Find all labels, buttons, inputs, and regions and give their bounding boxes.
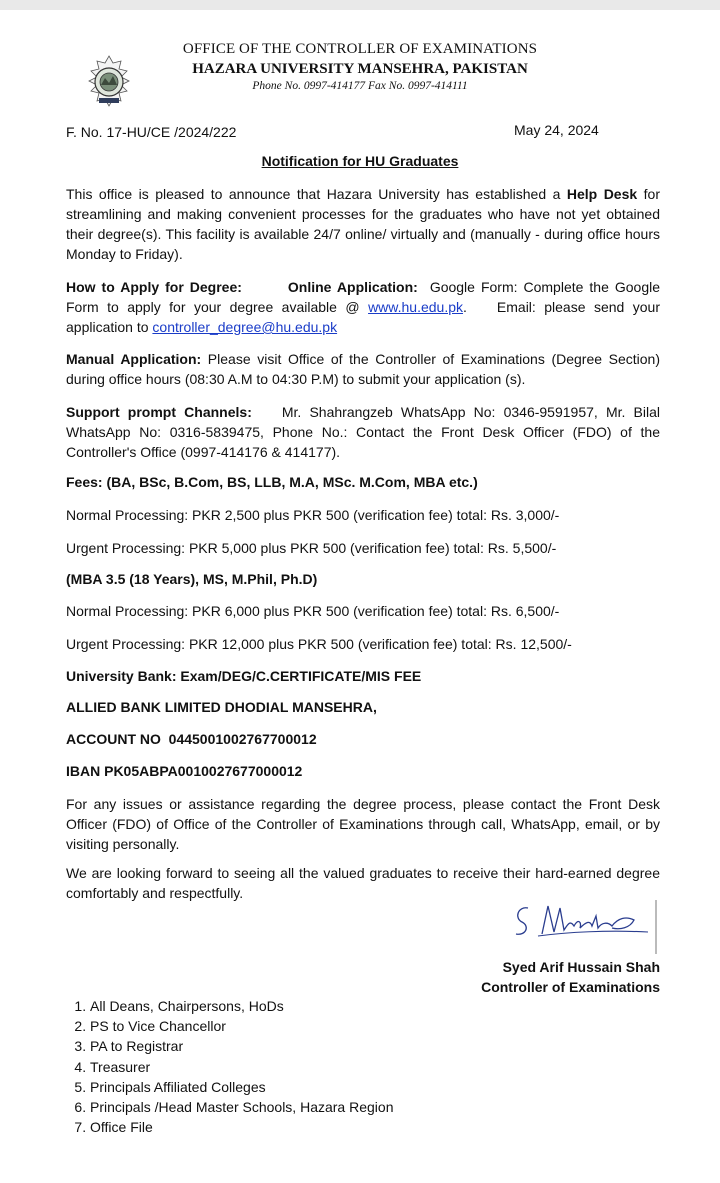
fees-urgent-1: Urgent Processing: PKR 5,000 plus PKR 500 (verification fee) total: Rs. 5,500/-	[66, 540, 557, 556]
intro-text-cont: for streamlining and making convenient processes for the graduates who have not yet obtained their degree(s). This facility is available 24/7 online/ virtually and (manually - during office hours Monday to Friday).	[66, 186, 660, 262]
support-paragraph	[66, 402, 660, 462]
fees-normal-2: Normal Processing: PKR 6,000 plus PKR 500 (verification fee) total: Rs. 6,500/-	[66, 603, 560, 619]
account-number: ACCOUNT NO 0445001002767700012	[66, 731, 317, 747]
signatory-title: Controller of Examinations	[481, 979, 660, 995]
support-text: Mr. Shahrangzeb WhatsApp No: 0346-9591957, Mr. Bilal WhatsApp No: 0316-5839475, Phone No.: Contact the Front Desk Officer (FDO) of the Controller's Office (0997-414176 & 414177).	[66, 404, 660, 460]
phone-fax: Phone No. 0997-414177 Fax No. 0997-414111	[252, 80, 468, 92]
support-label: Support prompt Channels:	[66, 404, 252, 420]
office-heading: OFFICE OF THE CONTROLLER OF EXAMINATIONS	[182, 41, 538, 57]
signatory-name: Syed Arif Hussain Shah	[502, 959, 660, 975]
manual-paragraph	[66, 349, 660, 389]
university-heading: HAZARA UNIVERSITY MANSEHRA, PAKISTAN	[192, 61, 528, 77]
manual-label: Manual Application:	[66, 351, 202, 367]
closing-paragraph-2: We are looking forward to seeing all the valued graduates to receive their hard-earned degree comfortably and respectfully.	[66, 865, 660, 901]
letter-date: May 24, 2024	[514, 122, 599, 138]
fees-heading-1: Fees: (BA, BSc, B.Com, BS, LLB, M.A, MSc. M.Com, MBA etc.)	[66, 474, 478, 490]
list-item: 2. PS to Vice Chancellor	[90, 1016, 393, 1036]
iban-number: IBAN PK05ABPA0010027677000012	[66, 763, 303, 779]
email-link[interactable]: controller_degree@hu.edu.pk	[152, 319, 338, 335]
fees-normal-1: Normal Processing: PKR 2,500 plus PKR 500 (verification fee) total: Rs. 3,000/-	[66, 507, 560, 523]
apply-paragraph: How to Apply for Degree: Online Application: Google Form: Complete the Google Form to apply for your degree available @ www.hu.edu.pk. Email: please send your application to controller_degree@hu.edu.pk	[66, 279, 661, 335]
list-item: 3. PA to Registrar	[90, 1036, 393, 1056]
manual-text: Please visit Office of the Controller of Examinations (Degree Section) during office hours (08:30 A.M to 04:30 P.M) to submit your application (s).	[66, 351, 660, 387]
list-item: 1. All Deans, Chairpersons, HoDs	[90, 996, 393, 1016]
handwritten-signature	[508, 896, 658, 956]
list-item: 6. Principals /Head Master Schools, Hazara Region	[90, 1097, 393, 1117]
list-item: 4. Treasurer	[90, 1057, 393, 1077]
closing-paragraph-1: For any issues or assistance regarding the degree process, please contact the Front Desk Officer (FDO) of Office of the Controller of Examinations through call, WhatsApp, email, or by visiting personally.	[66, 796, 660, 852]
file-number: F. No. 17-HU/CE /2024/222	[66, 124, 237, 140]
distribution-list	[60, 996, 393, 1137]
bank-name: ALLIED BANK LIMITED DHODIAL MANSEHRA,	[66, 699, 377, 715]
bank-title: University Bank: Exam/DEG/C.CERTIFICATE/MIS FEE	[66, 668, 422, 684]
fees-urgent-2: Urgent Processing: PKR 12,000 plus PKR 500 (verification fee) total: Rs. 12,500/-	[66, 636, 572, 652]
intro-paragraph	[66, 184, 660, 264]
intro-text: This office is pleased to announce that Hazara University has established a	[66, 186, 567, 202]
fees-heading-2: (MBA 3.5 (18 Years), MS, M.Phil, Ph.D)	[66, 571, 318, 587]
notification-subject: Notification for HU Graduates	[261, 153, 459, 169]
list-item: 7. Office File	[90, 1117, 393, 1137]
online-text: Google Form: Complete the Google Form to apply for your degree available @	[66, 279, 660, 315]
help-desk-label: Help Desk	[566, 186, 638, 202]
email-text: Email: please send your application to	[66, 299, 661, 335]
notification-page	[0, 10, 720, 1183]
list-item: 5. Principals Affiliated Colleges	[90, 1077, 393, 1097]
apply-label: How to Apply for Degree:	[66, 279, 242, 295]
website-link[interactable]: www.hu.edu.pk	[368, 299, 464, 315]
online-label: Online Application:	[287, 279, 418, 295]
